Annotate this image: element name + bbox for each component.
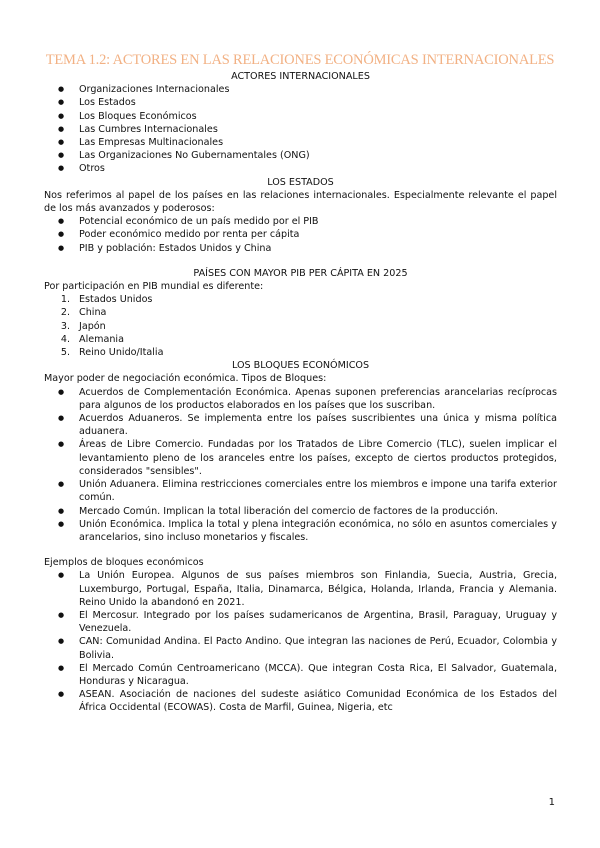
estados-intro: Nos referimos al papel de los países en las relaciones internacionales. Especialmente relevante el papel de los más avanzados y poderosos: bbox=[44, 189, 557, 215]
section-heading-bloques: LOS BLOQUES ECONÓMICOS bbox=[231, 360, 370, 372]
actores-list bbox=[44, 83, 557, 175]
bloques-list bbox=[44, 386, 557, 544]
list-item: 5. Reino Unido/Italia bbox=[60, 347, 164, 359]
document-body bbox=[44, 70, 557, 715]
list-item: ● Mercado Común. Implican la total liberación del comercio de factores de la producción. bbox=[44, 505, 557, 518]
list-item: ● El Mercado Común Centroamericano (MCCA). Que integran Costa Rica, El Salvador, Guatemala, Honduras y Nicaragua. bbox=[44, 662, 557, 688]
section-heading-estados: LOS ESTADOS bbox=[267, 176, 334, 188]
bloques-intro: Mayor poder de negociación económica. Tipos de Bloques: bbox=[44, 373, 327, 385]
paises-list bbox=[44, 293, 557, 359]
list-item: ● Las Organizaciones No Gubernamentales (ONG) bbox=[44, 149, 557, 162]
list-item: 3. Japón bbox=[60, 320, 106, 332]
list-item: ● Áreas de Libre Comercio. Fundadas por los Tratados de Libre Comercio (TLC), suelen implicar el levantamiento pleno de los aranceles entre los países, excepto de ciertos productos protegidos, considerados "sensibles". bbox=[44, 438, 557, 478]
list-item: ● Las Cumbres Internacionales bbox=[44, 123, 557, 136]
list-item: ● Potencial económico de un país medido por el PIB bbox=[44, 215, 557, 228]
list-item: ● La Unión Europea. Algunos de sus países miembros son Finlandia, Suecia, Austria, Grecia, Luxemburgo, Portugal, España, Italia, Dinamarca, Bélgica, Holanda, Irlanda, Francia y Alemania. Reino Unido la abandonó en 2021. bbox=[44, 569, 557, 609]
section-heading-actores: ACTORES INTERNACIONALES bbox=[231, 71, 370, 82]
list-item: ● Unión Aduanera. Elimina restricciones comerciales entre los miembros e impone una tarifa exterior común. bbox=[44, 478, 557, 504]
list-item: ● Acuerdos Aduaneros. Se implementa entre los países suscribientes una única y misma política aduanera. bbox=[44, 412, 557, 438]
estados-list bbox=[44, 215, 557, 255]
document-title: TEMA 1.2: ACTORES EN LAS RELACIONES ECONÓMICAS INTERNACIONALES bbox=[45, 52, 555, 68]
section-heading-paises: PAÍSES CON MAYOR PIB PER CÁPITA EN 2025 bbox=[193, 267, 408, 279]
list-item: ● Organizaciones Internacionales bbox=[44, 83, 557, 96]
list-item: ● Los Bloques Económicos bbox=[44, 110, 557, 123]
list-item: ● El Mercosur. Integrado por los países sudamericanos de Argentina, Brasil, Paraguay, Uruguay y Venezuela. bbox=[44, 609, 557, 635]
list-item: ● Otros bbox=[44, 162, 557, 175]
ejemplos-intro: Ejemplos de bloques económicos bbox=[44, 557, 204, 569]
list-item: ● Poder económico medido por renta per cápita bbox=[44, 228, 557, 241]
list-item: 4. Alemania bbox=[60, 333, 124, 345]
paises-intro: Por participación en PIB mundial es diferente: bbox=[44, 281, 264, 293]
list-item: ● Los Estados bbox=[44, 96, 557, 109]
list-item: ● Acuerdos de Complementación Económica. Apenas suponen preferencias arancelarias recíprocas para algunos de los productos elaborados en los países que los suscriban. bbox=[44, 386, 557, 412]
list-item: ● CAN: Comunidad Andina. El Pacto Andino. Que integran las naciones de Perú, Ecuador, Colombia y Bolivia. bbox=[44, 635, 557, 661]
page-number: 1 bbox=[548, 797, 555, 808]
list-item: ● Las Empresas Multinacionales bbox=[44, 136, 557, 149]
list-item: ● ASEAN. Asociación de naciones del sudeste asiático Comunidad Económica de los Estados del África Occidental (ECOWAS). Costa de Marfil, Guinea, Nigeria, etc bbox=[44, 688, 557, 714]
list-item: ● PIB y población: Estados Unidos y China bbox=[44, 242, 557, 255]
list-item: 1. Estados Unidos bbox=[60, 294, 153, 306]
list-item: ● Unión Económica. Implica la total y plena integración económica, no sólo en asuntos comerciales y arancelarios, sino incluso monetarios y fiscales. bbox=[44, 518, 557, 544]
list-item: 2. China bbox=[60, 307, 107, 319]
ejemplos-list bbox=[44, 569, 557, 714]
